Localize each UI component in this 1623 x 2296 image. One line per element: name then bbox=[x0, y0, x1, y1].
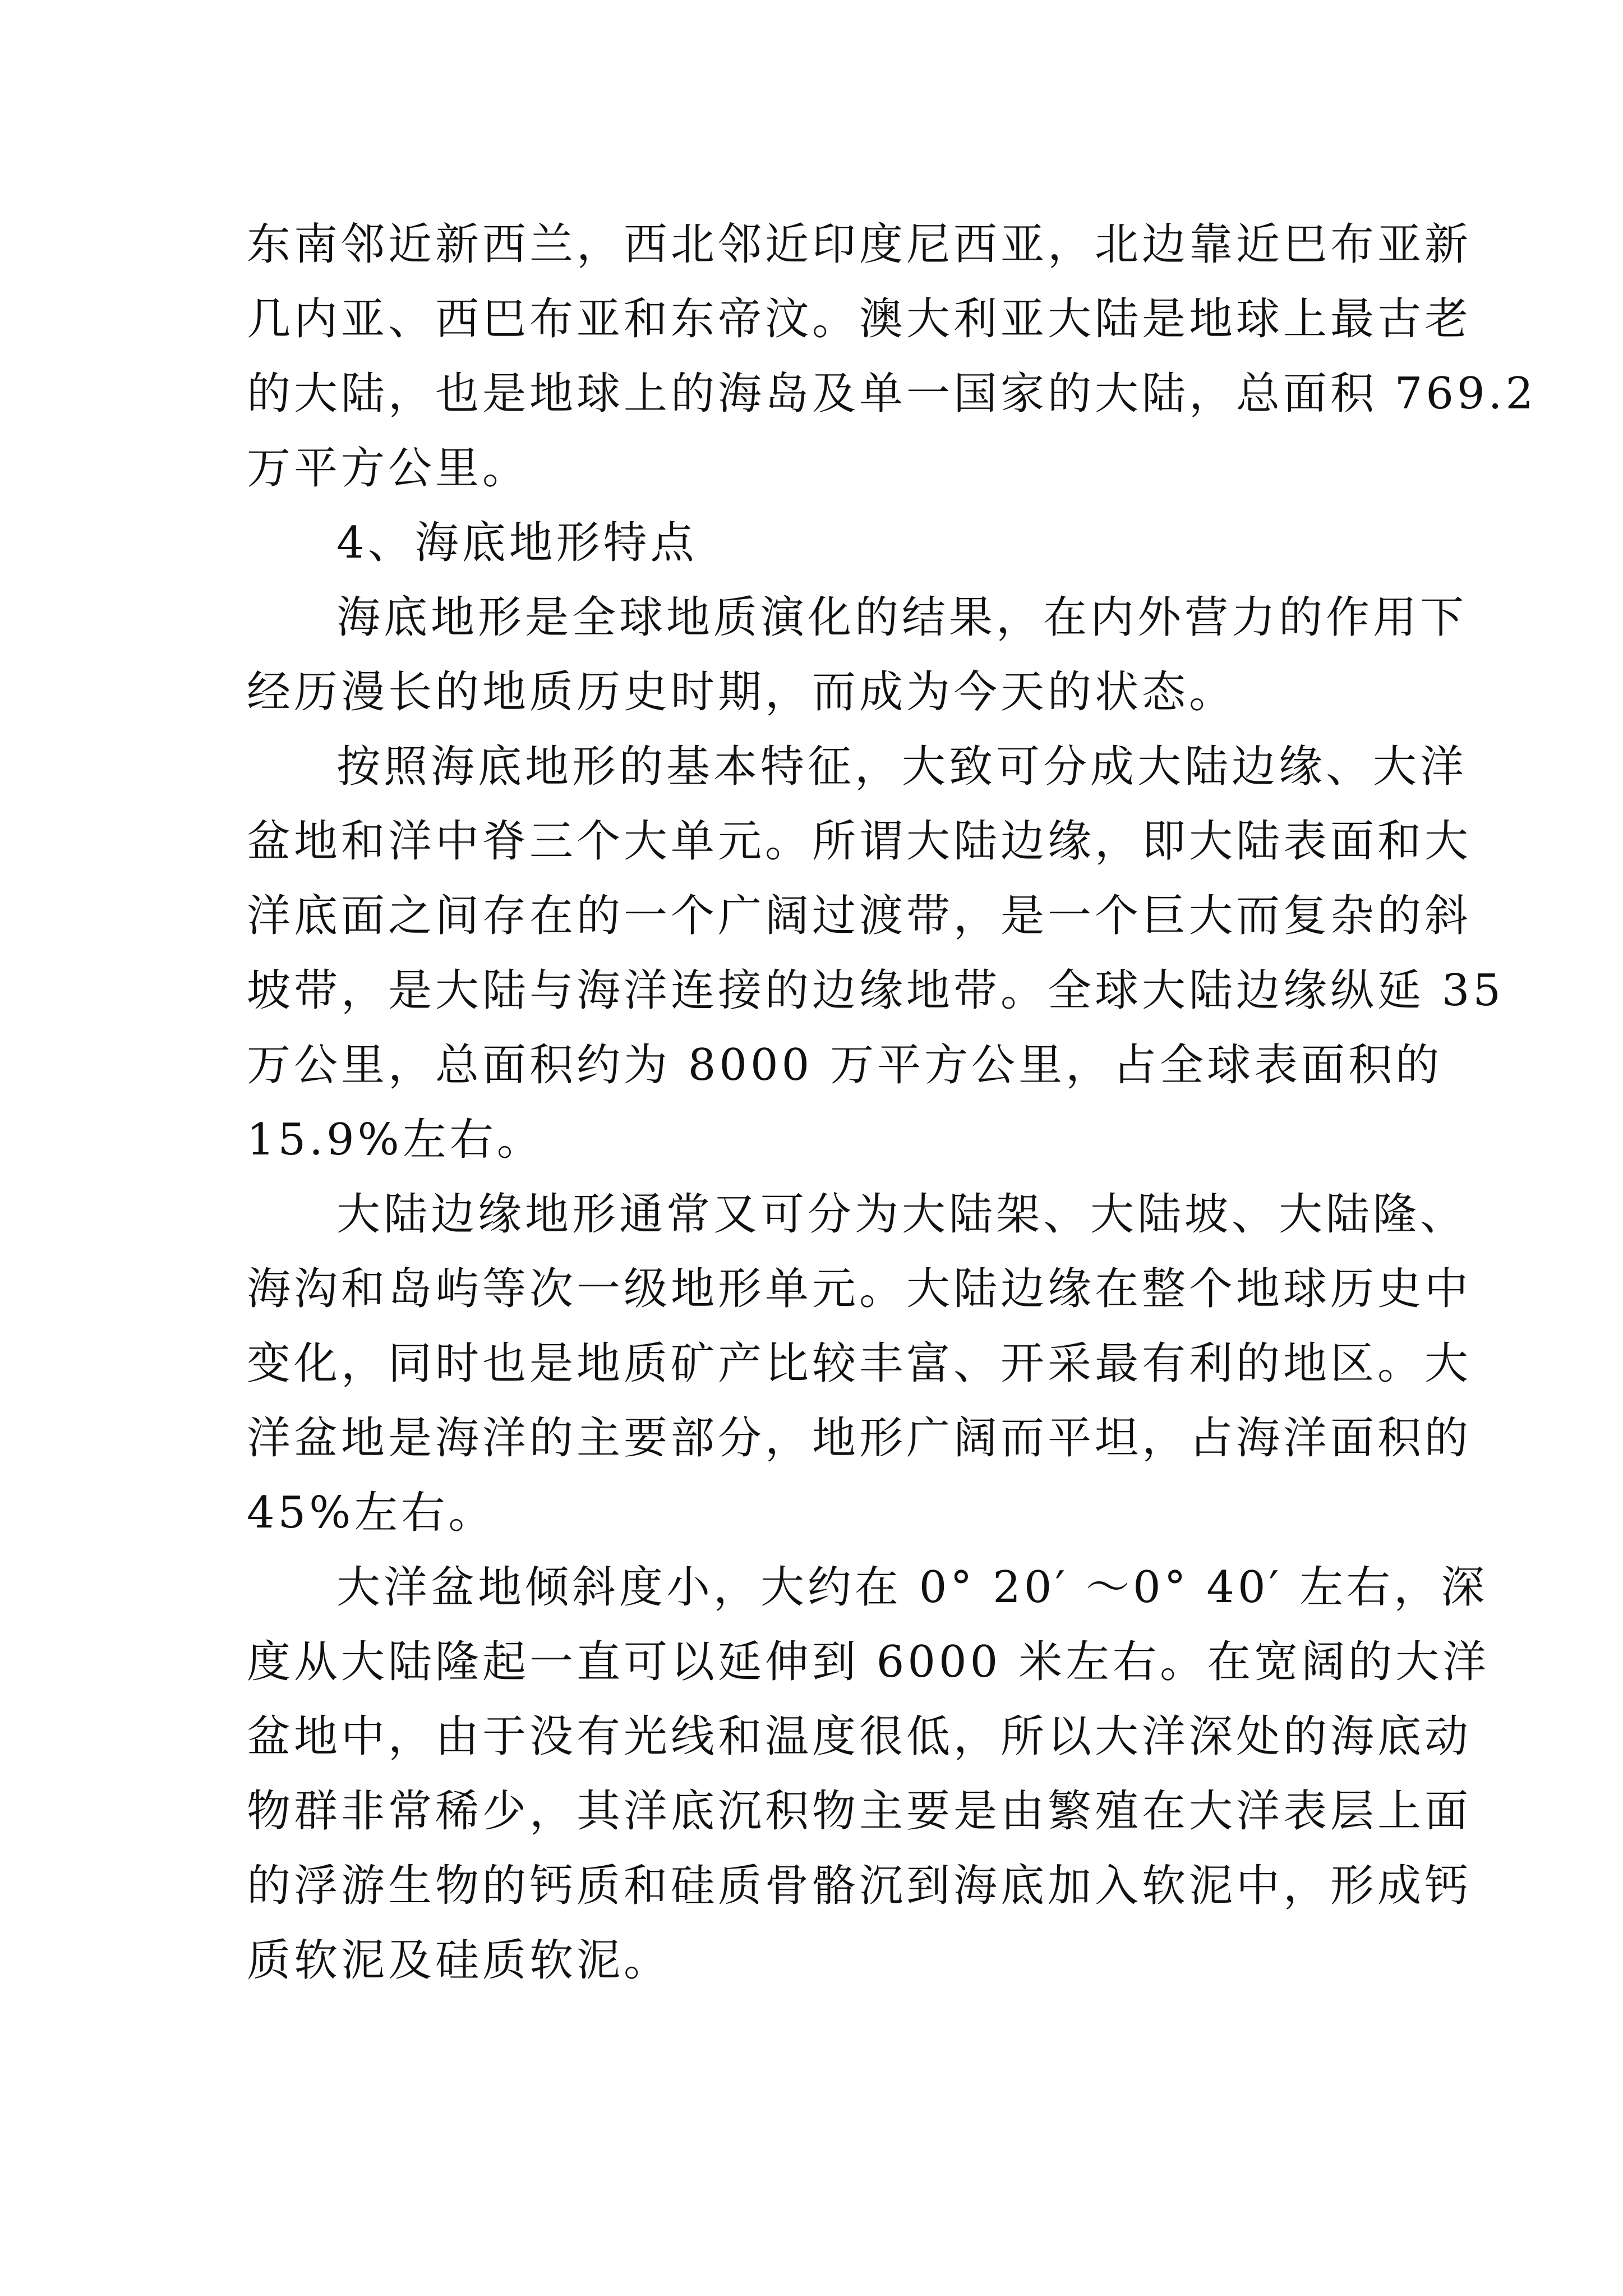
text-line: 海沟和岛屿等次一级地形单元。大陆边缘在整个地球历史中 bbox=[247, 1264, 1472, 1314]
text-line: 45%左右。 bbox=[247, 1488, 496, 1538]
text-line: 的浮游生物的钙质和硅质骨骼沉到海底加入软泥中，形成钙 bbox=[247, 1861, 1472, 1911]
text-line: 15.9%左右。 bbox=[247, 1115, 544, 1165]
text-line: 坡带，是大陆与海洋连接的边缘地带。全球大陆边缘纵延 35 bbox=[247, 965, 1505, 1016]
text-line: 洋底面之间存在的一个广阔过渡带，是一个巨大而复杂的斜 bbox=[247, 891, 1472, 941]
text-line: 大陆边缘地形通常又可分为大陆架、大陆坡、大陆隆、 bbox=[336, 1189, 1468, 1240]
text-line: 几内亚、西巴布亚和东帝汶。澳大利亚大陆是地球上最古老 bbox=[247, 294, 1472, 344]
text-line: 物群非常稀少，其洋底沉积物主要是由繁殖在大洋表层上面 bbox=[247, 1786, 1472, 1837]
text-line: 经历漫长的地质历史时期，而成为今天的状态。 bbox=[247, 667, 1237, 717]
text-line: 盆地和洋中脊三个大单元。所谓大陆边缘，即大陆表面和大 bbox=[247, 816, 1472, 867]
text-line: 东南邻近新西兰，西北邻近印度尼西亚，北边靠近巴布亚新 bbox=[247, 219, 1472, 270]
text-line: 万公里，总面积约为 8000 万平方公里，占全球表面积的 bbox=[247, 1040, 1443, 1091]
document-body bbox=[247, 208, 1537, 1998]
text-line: 的大陆，也是地球上的海岛及单一国家的大陆，总面积 769.2 bbox=[247, 369, 1537, 419]
text-line: 度从大陆隆起一直可以延伸到 6000 米左右。在宽阔的大洋 bbox=[247, 1637, 1490, 1687]
text-line: 洋盆地是海洋的主要部分，地形广阔而平坦，占海洋面积的 bbox=[247, 1413, 1472, 1464]
section-heading: 4、海底地形特点 bbox=[336, 518, 698, 568]
text-line: 按照海底地形的基本特征，大致可分成大陆边缘、大洋 bbox=[336, 742, 1468, 792]
text-line: 大洋盆地倾斜度小，大约在 0° 20′ ～0° 40′ 左右，深 bbox=[336, 1562, 1488, 1613]
text-line: 质软泥及硅质软泥。 bbox=[247, 1935, 671, 1986]
text-line: 万平方公里。 bbox=[247, 443, 530, 494]
text-line: 盆地中，由于没有光线和温度很低，所以大洋深处的海底动 bbox=[247, 1711, 1472, 1762]
text-line: 变化，同时也是地质矿产比较丰富、开采最有利的地区。大 bbox=[247, 1338, 1472, 1389]
text-line: 海底地形是全球地质演化的结果，在内外营力的作用下 bbox=[336, 592, 1468, 643]
